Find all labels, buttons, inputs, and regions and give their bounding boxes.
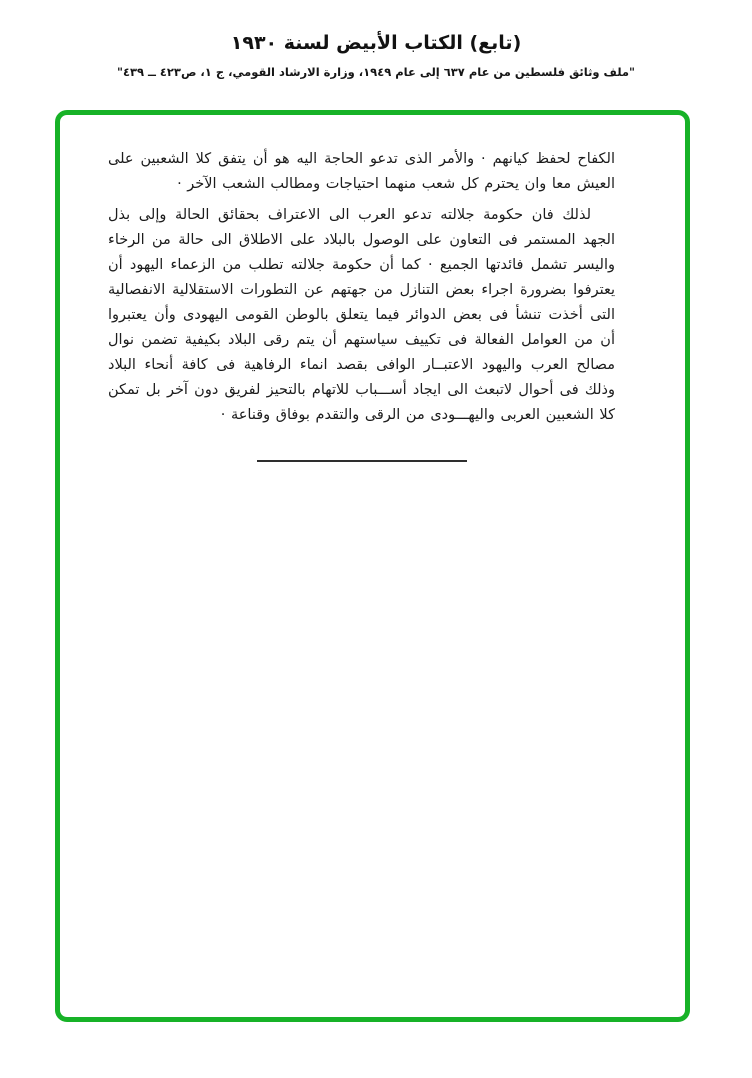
document-frame [55, 110, 690, 1022]
page-header [0, 32, 752, 79]
end-divider [257, 460, 467, 462]
document-body [60, 115, 685, 462]
paragraph-1: الكفاح لحفظ كيانهم · والأمر الذى تدعو الحاجة اليه هو أن يتفق كلا الشعبين على العيش معا وان يحترم كل شعب منهما احتياجات ومطالب الشعب الآخر · [108, 151, 615, 192]
source-citation: "ملف وثائق فلسطين من عام ٦٣٧ إلى عام ١٩٤٩، وزارة الارشاد القومي، ج ١، ص٤٢٣ ــ ٤٣٩" [116, 65, 636, 79]
paragraph-2: لذلك فان حكومة جلالته تدعو العرب الى الاعتراف بحقائق الحالة وإلى بذل الجهد المستمر فى التعاون على الوصول بالبلاد على الاطلاق الى حالة من الرخاء واليسر تشمل فائدتها الجميع · كما أن حكومة جلالته تطلب من الزعماء اليهود أن يعترفوا بضرورة اجراء بعض التنازل من جهتهم عن التطورات الاستقلالية الانفصالية التى أخذت تنشأ فى بعض الدوائر فيما يتعلق بالوطن القومى اليهودى وأن يعتبروا أن من العوامل الفعالة فى تكييف سياستهم أن يتم رقى البلاد بكيفية تضمن نوال مصالح العرب واليهود الاعتبــار الوافى بقصد انماء الرفاهية فى كافة أنحاء البلاد وذلك فى أحوال لاتبعث الى ايجاد أســـباب للاتهام بالتحيز لفريق دون آخر بل تمكن كلا الشعبين العربى واليهـــودى من الرقى والتقدم بوفاق وقناعة · [108, 207, 615, 423]
page-title: (تابع) الكتاب الأبيض لسنة ١٩٣٠ [230, 32, 522, 54]
